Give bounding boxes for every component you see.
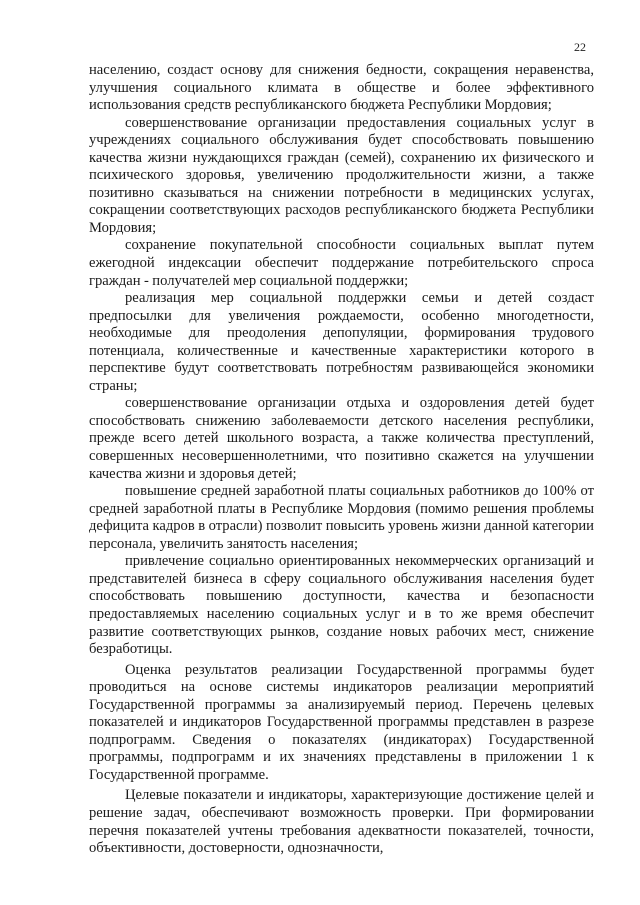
paragraph-social-workers-salary: повышение средней заработной платы социальных работников до 100% от средней заработной платы в Республике Мордовия (помимо решения проблемы дефицита кадров в отрасли) позволит повысить уровень жизни данной категории персонала, увеличить занятость населения; xyxy=(89,483,594,552)
paragraph-family-support: реализация мер социальной поддержки семьи и детей создаст предпосылки для увеличения рождаемости, особенно многодетности, необходимые для преодоления депопуляции, формирования трудового потенциала, количественные и качественные характеристики которого в перспективе будут соответствовать потребностям развивающейся экономики страны; xyxy=(89,290,594,394)
paragraph-income-inequality: населению, создаст основу для снижения бедности, сокращения неравенства, улучшения социального климата в обществе и более эффективного использования средств республиканского бюджета Республики Мордовия; xyxy=(89,62,594,114)
paragraph-children-recreation: совершенствование организации отдыха и оздоровления детей будет способствовать снижению заболеваемости детского населения республики, прежде всего детей школьного возраста, а также количества преступлений, совершенных несовершеннолетними, что позитивно скажется на улучшении качества жизни и здоровья детей; xyxy=(89,395,594,482)
paragraph-program-evaluation: Оценка результатов реализации Государственной программы будет проводиться на основе системы индикаторов реализации мероприятий Государственной программы за анализируемый период. Перечень целевых показателей и индикаторов Государственной программы представлен в разрезе подпрограмм. Сведения о показателях (индикаторах) Государственной программы, подпрограмм и их значениях представлены в приложении 1 к Государственной программе. xyxy=(89,661,594,783)
document-body xyxy=(89,62,594,858)
paragraph-social-services-organization: совершенствование организации предоставления социальных услуг в учреждениях социального обслуживания будет способствовать повышению качества жизни нуждающихся граждан (семей), сохранению их физического и психического здоровья, увеличению продолжительности жизни, а также позитивно сказываться на снижении потребности в медицинских услугах, сокращении соответствующих расходов республиканского бюджета Республики Мордовия; xyxy=(89,114,594,236)
page-number: 22 xyxy=(574,40,586,54)
paragraph-target-indicators: Целевые показатели и индикаторы, характеризующие достижение целей и решение задач, обеспечивают возможность проверки. При формировании перечня показателей учтены требования адекватности показателей, точности, объективности, достоверности, однозначности, xyxy=(89,787,594,857)
paragraph-nonprofit-involvement: привлечение социально ориентированных некоммерческих организаций и представителей бизнеса в сферу социального обслуживания населения будет способствовать повышению доступности, качества и безопасности предоставляемых населению социальных услуг и в то же время обеспечит развитие соответствующих рынков, создание новых рабочих мест, снижение безработицы. xyxy=(89,553,594,658)
paragraph-purchasing-power: сохранение покупательной способности социальных выплат путем ежегодной индексации обеспечит поддержание потребительского спроса граждан - получателей мер социальной поддержки; xyxy=(89,237,594,289)
